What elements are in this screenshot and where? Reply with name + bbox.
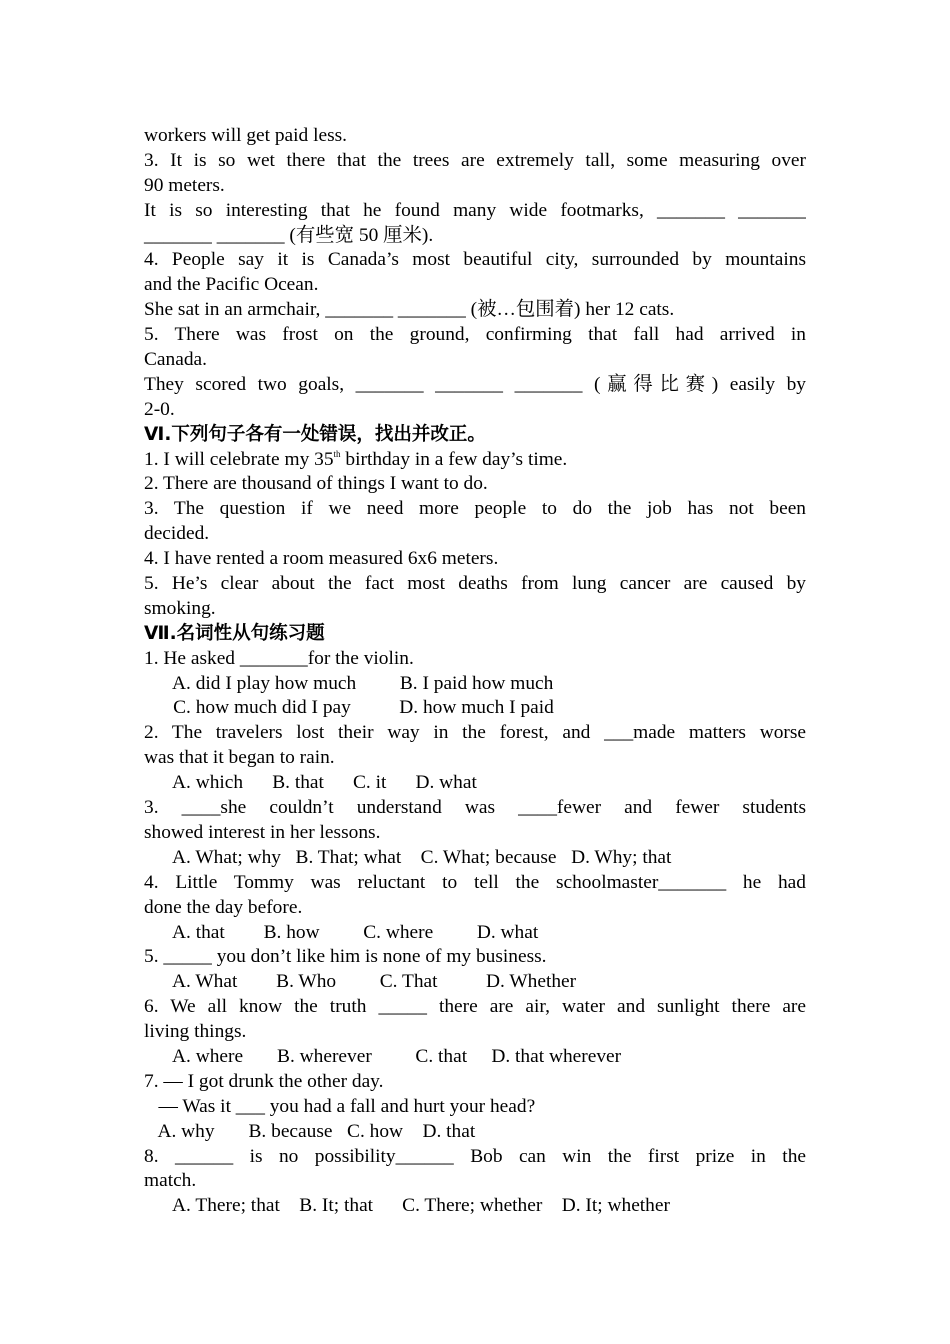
text-line: done the day before.	[144, 896, 303, 918]
text-line: 4. Little Tommy was reluctant to tell the schoolmaster_______ he had	[144, 871, 806, 893]
text-line: workers will get paid less.	[144, 125, 348, 146]
text-line: living things.	[144, 1021, 247, 1043]
text-line: decided.	[144, 523, 210, 545]
text-line: 6. We all know the truth _____ there are air, water and sunlight there are	[144, 996, 806, 1018]
text-line: and the Pacific Ocean.	[144, 274, 319, 296]
text-line: It is so interesting that he found many wide footmarks, _______ _______	[144, 199, 806, 221]
text-line: 2. There are thousand of things I want to do.	[144, 473, 488, 495]
option-line: A. There; that B. It; that C. There; whether D. It; whether	[144, 1195, 670, 1217]
text-line: Canada.	[144, 349, 207, 371]
option-line: A. which B. that C. it D. what	[144, 772, 477, 794]
text-line: They scored two goals, _______ _______ _______ (赢得比赛) easily by	[144, 373, 806, 395]
line-text-after: birthday in a few day’s time.	[340, 448, 568, 470]
text-line: smoking.	[144, 597, 216, 619]
line-text: 1. I will celebrate my 35	[144, 448, 334, 470]
text-line: match.	[144, 1170, 197, 1192]
superscript: th	[333, 448, 341, 459]
option-line: A. What; why B. That; what C. What; because D. Why; that	[144, 846, 672, 868]
text-line: 3. The question if we need more people to do the job has not been	[144, 498, 806, 520]
section-heading-vii: Ⅶ.名词性从句练习题	[144, 622, 325, 644]
option-line: A. What B. Who C. That D. Whether	[144, 971, 577, 993]
text-line	[144, 448, 806, 473]
document-page	[144, 124, 806, 1219]
option-line: A. that B. how C. where D. what	[144, 921, 539, 943]
text-line: 3. ____she couldn’t understand was ____fewer and fewer students	[144, 797, 806, 819]
text-line: 8. ______ is no possibility______ Bob can win the first prize in the	[144, 1145, 806, 1167]
option-line: A. did I play how much B. I paid how much	[144, 672, 554, 694]
option-line: A. why B. because C. how D. that	[144, 1120, 476, 1142]
text-line: 4. I have rented a room measured 6x6 meters.	[144, 548, 499, 570]
text-line: 90 meters.	[144, 174, 225, 196]
text-line: 7. — I got drunk the other day.	[144, 1070, 384, 1092]
text-line: 5. He’s clear about the fact most deaths from lung cancer are caused by	[144, 573, 806, 595]
text-line: showed interest in her lessons.	[144, 821, 381, 843]
text-line: 5. _____ you don’t like him is none of my business.	[144, 946, 547, 968]
text-line: 1. He asked _______for the violin.	[144, 647, 414, 669]
text-line: She sat in an armchair, _______ _______ (被…包围着) her 12 cats.	[144, 299, 675, 321]
option-line: C. how much did I pay D. how much I paid	[144, 697, 554, 719]
text-line: 5. There was frost on the ground, confirming that fall had arrived in	[144, 324, 806, 346]
text-line: was that it began to rain.	[144, 747, 335, 769]
text-line: 4. People say it is Canada’s most beautiful city, surrounded by mountains	[144, 249, 806, 271]
text-line: 3. It is so wet there that the trees are extremely tall, some measuring over	[144, 149, 806, 171]
option-line: A. where B. wherever C. that D. that wherever	[144, 1045, 622, 1067]
option-line: — Was it ___ you had a fall and hurt your head?	[144, 1095, 536, 1117]
text-line: 2-0.	[144, 398, 175, 420]
text-line: _______ _______ (有些宽 50 厘米).	[144, 224, 434, 246]
section-heading-vi: Ⅵ.下列句子各有一处错误，找出并改正。	[144, 423, 486, 445]
text-line: 2. The travelers lost their way in the forest, and ___made matters worse	[144, 722, 806, 744]
